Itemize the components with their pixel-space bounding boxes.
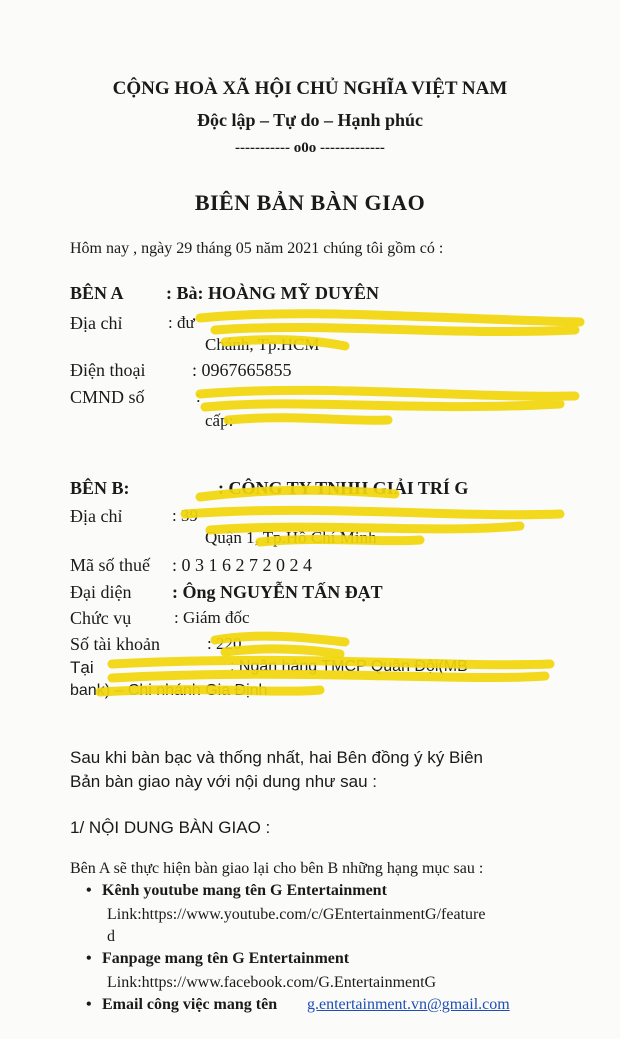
- party-b-account-value: : 220: [207, 634, 242, 653]
- party-b-address-value: : 39: [172, 506, 198, 525]
- party-a-phone-label: Điện thoại: [70, 360, 146, 380]
- party-a-id-value-2: cấp:: [205, 411, 234, 430]
- bullet-icon: •: [86, 950, 92, 967]
- item-link: Link:https://www.facebook.com/G.EntertainmentG: [107, 974, 437, 991]
- item-title: Kênh youtube mang tên G Entertainment: [102, 882, 387, 899]
- party-a-label: BÊN A: [70, 283, 124, 303]
- party-b-address-label: Địa chỉ: [70, 506, 123, 526]
- intro-line: Hôm nay , ngày 29 tháng 05 năm 2021 chúng tôi gồm có :: [70, 240, 444, 257]
- party-a-phone-value: : 0967665855: [192, 360, 292, 380]
- party-b-rep-label: Đại diện: [70, 582, 132, 602]
- party-b-rep-value: : Ông NGUYỄN TẤN ĐẠT: [172, 582, 383, 602]
- agreement-line-2: Bản bàn giao này với nội dung như sau :: [70, 772, 378, 791]
- party-b-bank-value-2: bank) – Chi nhánh Gia Định: [70, 682, 268, 699]
- party-b-position-value: : Giám đốc: [174, 608, 250, 627]
- party-b-tax-value: : 0 3 1 6 2 7 2 0 2 4: [172, 555, 313, 575]
- email-link[interactable]: g.entertainment.vn@gmail.com: [307, 996, 510, 1013]
- country-header: CỘNG HOÀ XÃ HỘI CHỦ NGHĨA VIỆT NAM: [112, 78, 508, 99]
- party-b-label: BÊN B:: [70, 478, 130, 498]
- party-b-bank-value: : Ngân hàng TMCP Quân Đội(MB: [230, 658, 468, 675]
- agreement-line-1: Sau khi bàn bạc và thống nhất, hai Bên đồng ý ký Biên: [70, 748, 484, 767]
- party-a-address-value-2: Chánh, Tp.HCM: [205, 335, 320, 354]
- handover-intro: Bên A sẽ thực hiện bàn giao lại cho bên B những hạng mục sau :: [70, 860, 484, 877]
- bullet-icon: •: [86, 996, 92, 1013]
- party-b-position-label: Chức vụ: [70, 608, 132, 628]
- party-a-name: : Bà: HOÀNG MỸ DUYÊN: [166, 283, 379, 303]
- party-b-name: : CÔNG TY TNHH GIẢI TRÍ G: [218, 478, 469, 498]
- item-title: Fanpage mang tên G Entertainment: [102, 950, 350, 967]
- party-a-id-label: CMND số: [70, 387, 145, 407]
- motto: Độc lập – Tự do – Hạnh phúc: [196, 110, 424, 130]
- document-title: BIÊN BẢN BÀN GIAO: [194, 190, 426, 215]
- party-a-address-label: Địa chỉ: [70, 313, 123, 333]
- party-a-address-value: : đư: [168, 313, 195, 332]
- party-b-account-label: Số tài khoản: [70, 634, 160, 654]
- party-a-id-value: :: [196, 387, 201, 406]
- item-title: Email công việc mang tên: [102, 996, 278, 1013]
- party-b-tax-label: Mã số thuế: [70, 555, 150, 575]
- item-link-cont: d: [107, 928, 115, 945]
- party-b-bank-label: Tại: [70, 658, 94, 677]
- section-1-title: 1/ NỘI DUNG BÀN GIAO :: [70, 818, 271, 837]
- redaction-party-a-id: [200, 390, 575, 420]
- header-divider: ----------- o0o -------------: [235, 140, 385, 156]
- item-link: Link:https://www.youtube.com/c/GEntertainmentG/feature: [107, 906, 486, 923]
- party-b-address-value-2: Quận 1, Tp.Hồ Chí Minh: [205, 528, 377, 547]
- bullet-icon: •: [86, 882, 92, 899]
